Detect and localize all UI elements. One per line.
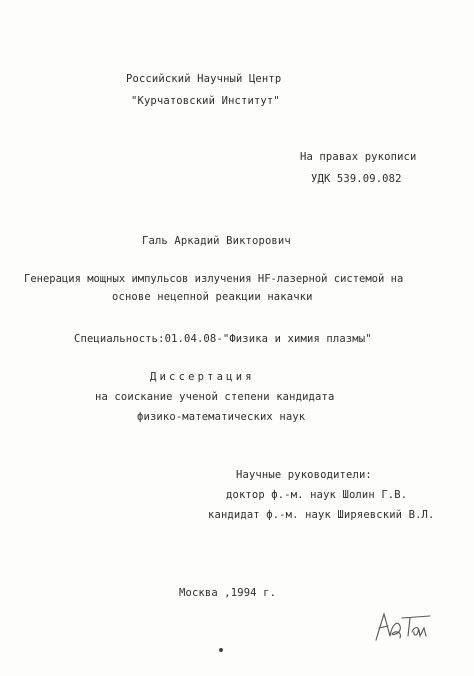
- rights-notice: На правах рукописи: [300, 151, 417, 163]
- handwritten-signature: [372, 606, 432, 646]
- institution-name: Российский Научный Центр: [126, 73, 282, 85]
- thesis-title-line2: основе нецепной реакции накачки: [112, 291, 313, 303]
- udc-code: УДК 539.09.082: [311, 173, 402, 185]
- specialty-line: Специальность:01.04.08-"Физика и химия плазмы": [74, 333, 372, 345]
- degree-line2: физико-математических наук: [137, 411, 306, 423]
- institution-subname: "Курчатовский Институт": [131, 95, 280, 107]
- dissertation-heading: Диссертация: [150, 371, 255, 383]
- page-mark-dot: [219, 648, 223, 652]
- supervisors-heading: Научные руководители:: [236, 469, 372, 481]
- place-year: Москва ,1994 г.: [179, 587, 277, 599]
- thesis-title-line1: Генерация мощных импульсов излучения HF-лазерной системой на: [24, 273, 404, 285]
- degree-line1: на соискание ученой степени кандидата: [95, 391, 335, 403]
- supervisor-second: кандидат ф.-м. наук Ширяевский В.Л.: [208, 509, 435, 521]
- supervisor-first: доктор ф.-м. наук Шолин Г.В.: [226, 489, 408, 501]
- author-name: Галь Аркадий Викторович: [142, 235, 291, 247]
